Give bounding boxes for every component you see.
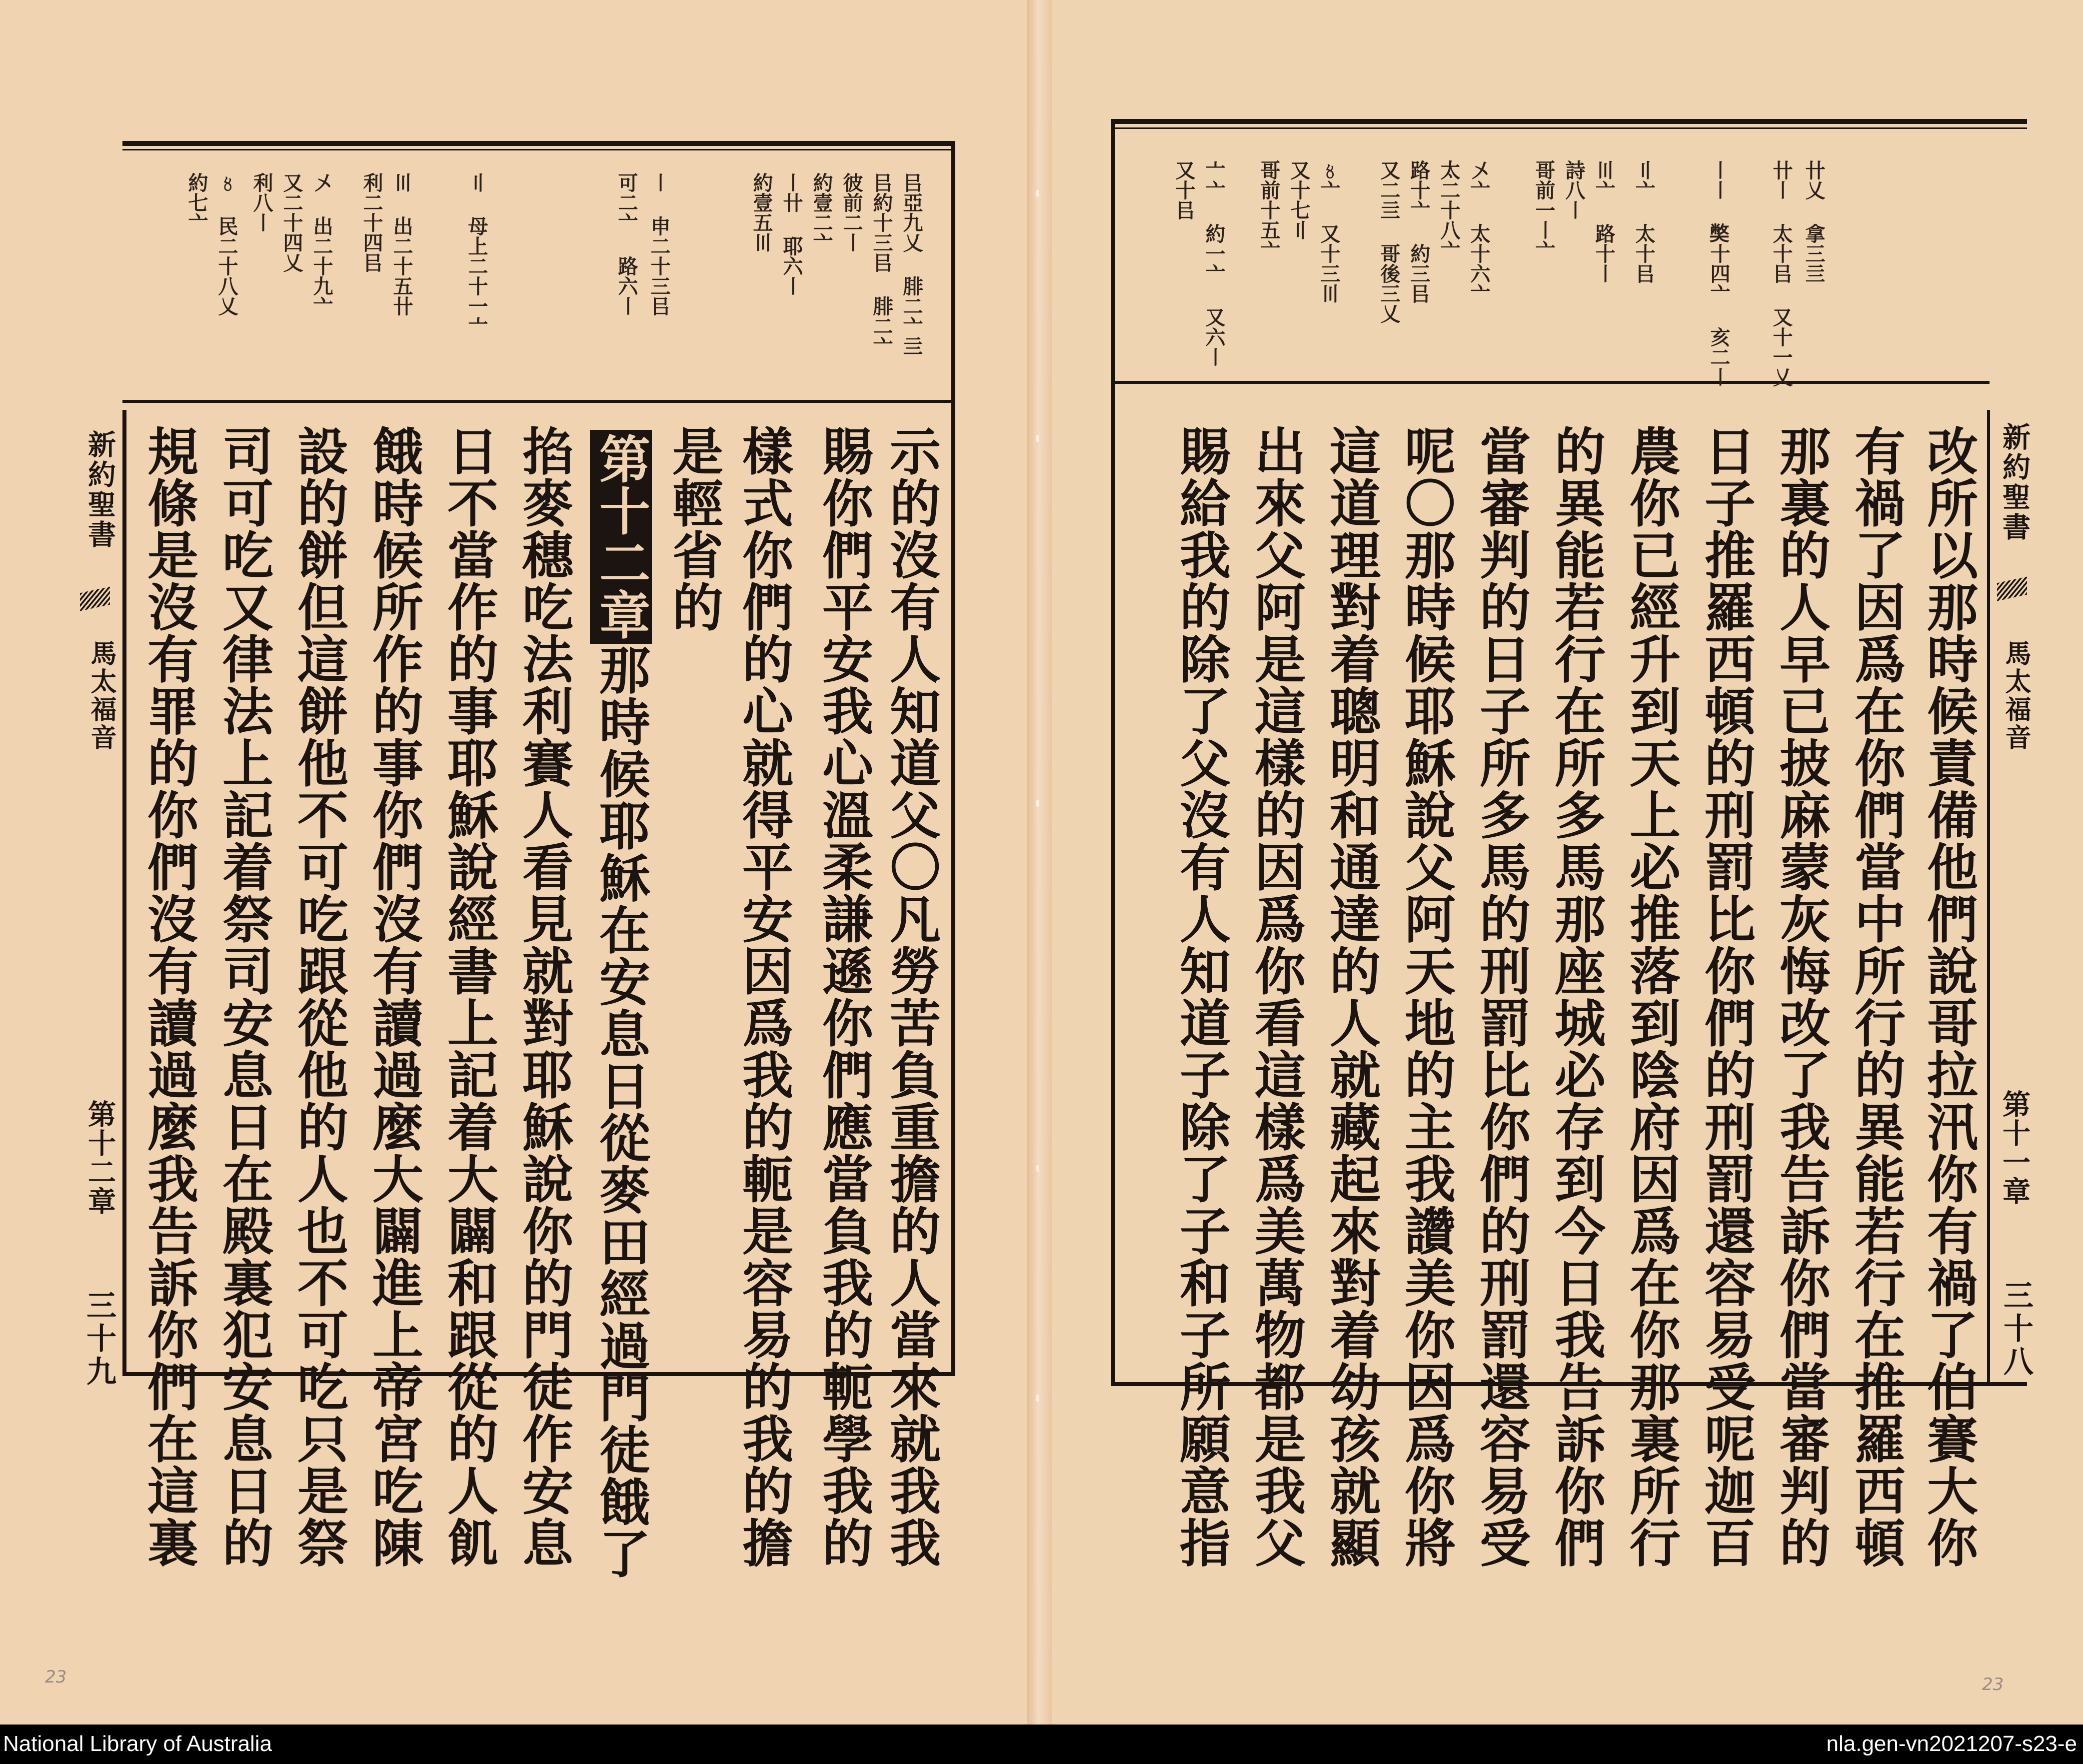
text-column: 樣式你們的心就得平安因爲我的軛是容易的我的擔	[734, 425, 794, 1569]
stitch-hole	[1036, 1165, 1039, 1172]
text-column: 賜你們平安我心溫柔謙遜你們應當負我的軛學我的	[814, 425, 874, 1569]
note-col: 㠯約十三㠯 腓二亠	[870, 172, 893, 356]
text-column: 呢〇那時候耶穌說父阿天地的主我讚美你因爲你將	[1396, 425, 1456, 1569]
text-column: 農你已經升到天上必推落到陰府因爲在你那裏所行	[1621, 425, 1681, 1569]
note-col: 約壹五〣	[750, 172, 773, 252]
text-column: 設的餅但這餅他不可吃跟從他的人也不可吃只是祭	[289, 425, 349, 1569]
heading-column-text: 那時候耶穌在安息日從麥田經過門徒餓了	[591, 644, 651, 1580]
note-col: 又十㠯	[1172, 160, 1196, 220]
stitch-hole	[1036, 1395, 1039, 1402]
note-col: 哥前十五亠	[1257, 160, 1281, 260]
right-header-divider	[1987, 410, 1990, 1385]
note-col: 〢亠 太十㠯	[1632, 160, 1656, 283]
right-page	[1052, 0, 2083, 1725]
text-column: 有禍了因爲在你們當中所行的異能若行在推羅西頓	[1846, 425, 1906, 1569]
text-column: 改所以那時候責備他們說哥拉汛你有禍了伯賽大你	[1919, 425, 1979, 1569]
note-col: 㠯亞九乂 腓二亠亖	[900, 172, 923, 356]
text-column: 餓時候所作的事你們沒有讀過麼大闢進上帝宮吃陳	[364, 425, 424, 1569]
note-col: 卄〡 太十㠯 又十一乂	[1770, 160, 1793, 387]
item-identifier: nla.gen-vn2021207-s23-e	[1826, 1732, 2077, 1756]
left-right-rule	[951, 141, 955, 1376]
right-left-rule	[1111, 119, 1115, 1386]
note-col: 約七亠	[185, 172, 208, 232]
text-column: 司可吃又律法上記着祭司安息日在殿裏犯安息日的	[214, 425, 274, 1569]
right-notes-divider	[1112, 381, 1990, 384]
left-top-rule-thin	[122, 149, 955, 150]
note-col: 〦亠 約一亠 又六〡	[1202, 160, 1226, 367]
stitch-hole	[1036, 435, 1039, 442]
text-column: 那裏的人早已披麻蒙灰悔改了我告訴你們當審判的	[1771, 425, 1831, 1569]
text-column: 是輕省的	[664, 425, 724, 633]
right-top-rule-thin	[1112, 127, 2027, 129]
text-column: 日子推羅西頓的刑罰比你們的刑罰還容易受呢迦百	[1696, 425, 1756, 1569]
note-col: 路十亠 約三㠯	[1407, 160, 1431, 303]
note-col: 〣 出二十五卄	[390, 172, 413, 316]
page-number: 三十九	[81, 1290, 116, 1389]
note-col: 太二十八亠	[1437, 160, 1461, 260]
text-column: 示的沒有人知道父〇凡勞苦負重擔的人當來就我我	[881, 425, 941, 1569]
page-number: 三十八	[1999, 1280, 2034, 1379]
stitch-hole	[1036, 190, 1039, 197]
footer-bar	[0, 1725, 2083, 1764]
text-column: 規條是沒有罪的你們沒有讀過麼我告訴你們在這裏	[139, 425, 199, 1569]
page-title: 新約聖書	[83, 430, 116, 550]
note-col: 彼前二〡	[840, 172, 863, 252]
note-col: 又十七〢	[1287, 160, 1311, 240]
chapter-label: 第十一章	[1998, 1090, 2031, 1206]
right-top-rule	[1112, 119, 2027, 124]
note-col: 〤 出二十九亠	[310, 172, 333, 316]
note-col: 〣亠 路十〡	[1592, 160, 1616, 283]
note-col: 利八〡	[250, 172, 273, 232]
book-name: 馬太福音	[86, 640, 116, 752]
note-col: 〡〡 𡚁十四亠 亥二〡	[1707, 160, 1731, 387]
note-col: 約壹二亠	[810, 172, 833, 252]
text-column: 出來父阿是這樣的因爲你看這樣爲美萬物都是我父	[1246, 425, 1306, 1569]
book-name: 馬太福音	[2001, 640, 2031, 752]
left-top-rule	[122, 141, 955, 146]
left-body-left-rule	[125, 410, 126, 1375]
note-col: 可二亠 路六〡	[615, 172, 638, 316]
library-credit: National Library of Australia	[3, 1732, 272, 1756]
chapter-heading: 第十二章	[590, 430, 652, 644]
note-col: 詩八〡	[1562, 160, 1586, 220]
text-column: 賜給我的除了父沒有人知道子除了子和子所願意指	[1171, 425, 1231, 1569]
note-col: 卄乂 拿三亖	[1802, 160, 1826, 283]
page-title: 新約聖書	[1998, 422, 2031, 542]
note-col: 〡卄 耶六〡	[780, 172, 803, 296]
folio-number: 23	[1982, 1675, 2004, 1695]
note-col: 又二十四乂	[280, 172, 303, 272]
text-column: 這道理對着聰明和通達的人就藏起來對着幼孩就顯	[1321, 425, 1381, 1569]
ornament-icon	[1997, 577, 2027, 601]
chapter-heading-column	[590, 430, 652, 1580]
stitch-hole	[1036, 800, 1039, 807]
note-col: 哥前一〡亠	[1532, 160, 1556, 260]
note-col: 〢 母上二十一〦	[465, 172, 488, 336]
text-column: 當審判的日子所多馬的刑罰比你們的刑罰還容易受	[1471, 425, 1531, 1569]
note-col: 利二十四㠯	[360, 172, 383, 272]
text-column: 掐麥穗吃法利賽人看見就對耶穌說你的門徒作安息	[514, 425, 574, 1569]
note-col: 〥 民二十八乂	[215, 172, 238, 316]
left-page	[0, 0, 1027, 1725]
ornament-icon	[80, 587, 110, 611]
text-column: 日不當作的事耶穌說經書上記着大闢和跟從的人飢	[439, 425, 499, 1569]
folio-number: 23	[45, 1667, 67, 1687]
note-col: 〥亠 又十三〣	[1317, 160, 1341, 303]
chapter-label: 第十二章	[83, 1100, 116, 1216]
note-col: 〤亠 太十六亠	[1467, 160, 1491, 303]
note-col: 又二亖 哥後三乂	[1377, 160, 1401, 323]
book-gutter	[1027, 0, 1052, 1725]
text-column: 的異能若行在所多馬那座城必存到今日我告訴你們	[1546, 425, 1606, 1569]
left-notes-divider	[122, 400, 955, 403]
note-col: 〡 申二十三㠯	[647, 172, 671, 316]
